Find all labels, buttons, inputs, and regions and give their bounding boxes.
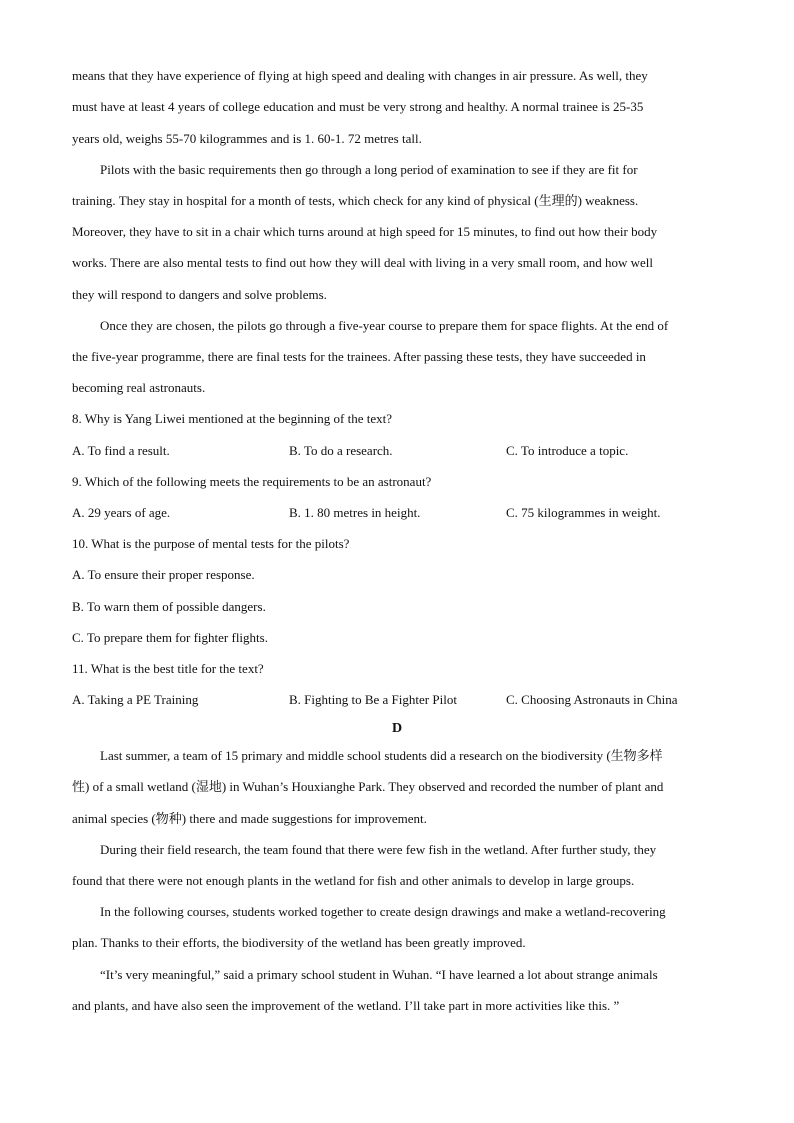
- passage-d-line: In the following courses, students worked together to create design drawings and make a wetland-recovering: [100, 904, 666, 919]
- question-10-option-c: C. To prepare them for fighter flights.: [72, 630, 268, 645]
- question-9-option-a: A. 29 years of age.: [72, 505, 171, 520]
- passage-line: Once they are chosen, the pilots go through a five-year course to prepare them for space flights. At the end of: [100, 318, 669, 333]
- question-8-option-b: B. To do a research.: [289, 443, 393, 458]
- question-9-stem: 9. Which of the following meets the requirements to be an astronaut?: [72, 474, 432, 489]
- section-d-heading: D: [391, 721, 403, 736]
- question-11-stem: 11. What is the best title for the text?: [72, 661, 264, 676]
- passage-line: works. There are also mental tests to find out how they will deal with living in a very small room, and how well: [72, 255, 654, 270]
- passage-line: becoming real astronauts.: [72, 380, 206, 395]
- question-10-stem: 10. What is the purpose of mental tests for the pilots?: [72, 536, 350, 551]
- question-8-option-a: A. To find a result.: [72, 443, 170, 458]
- question-9-option-c: C. 75 kilogrammes in weight.: [506, 505, 661, 520]
- question-10-option-a: A. To ensure their proper response.: [72, 567, 255, 582]
- passage-line: must have at least 4 years of college education and must be very strong and healthy. A normal trainee is 25-35: [72, 99, 644, 114]
- passage-d-line: During their field research, the team found that there were few fish in the wetland. After further study, they: [100, 842, 657, 857]
- passage-d-line: 性) of a small wetland (湿地) in Wuhan’s Houxianghe Park. They observed and recorded the number of plant and: [72, 779, 664, 794]
- question-9-option-b: B. 1. 80 metres in height.: [289, 505, 421, 520]
- passage-d-line: found that there were not enough plants in the wetland for fish and other animals to develop in large groups.: [72, 873, 635, 888]
- passage-d-line: and plants, and have also seen the improvement of the wetland. I’ll take part in more activities like this. ”: [72, 998, 620, 1013]
- question-11-option-b: B. Fighting to Be a Fighter Pilot: [289, 692, 457, 707]
- question-8-stem: 8. Why is Yang Liwei mentioned at the beginning of the text?: [72, 411, 393, 426]
- passage-d-line: “It’s very meaningful,” said a primary school student in Wuhan. “I have learned a lot about strange animals: [100, 967, 658, 982]
- passage-line: years old, weighs 55-70 kilogrammes and is 1. 60-1. 72 metres tall.: [72, 131, 422, 146]
- question-8-option-c: C. To introduce a topic.: [506, 443, 629, 458]
- passage-d-line: plan. Thanks to their efforts, the biodiversity of the wetland has been greatly improved.: [72, 935, 526, 950]
- passage-line: the five-year programme, there are final tests for the trainees. After passing these tests, they have succeeded in: [72, 349, 646, 364]
- passage-line: means that they have experience of flying at high speed and dealing with changes in air pressure. As well, they: [72, 68, 648, 83]
- passage-line: Moreover, they have to sit in a chair which turns around at high speed for 15 minutes, to find out how their body: [72, 224, 658, 239]
- passage-line: Pilots with the basic requirements then go through a long period of examination to see if they are fit for: [100, 162, 638, 177]
- passage-d-line: Last summer, a team of 15 primary and middle school students did a research on the biodiversity (生物多样: [100, 748, 663, 763]
- passage-d-line: animal species (物种) there and made suggestions for improvement.: [72, 811, 427, 826]
- passage-line: they will respond to dangers and solve problems.: [72, 287, 327, 302]
- question-11-option-a: A. Taking a PE Training: [72, 692, 199, 707]
- question-11-option-c: C. Choosing Astronauts in China: [506, 692, 678, 707]
- passage-line: training. They stay in hospital for a month of tests, which check for any kind of physical (生理的) weakness.: [72, 193, 639, 208]
- question-10-option-b: B. To warn them of possible dangers.: [72, 599, 266, 614]
